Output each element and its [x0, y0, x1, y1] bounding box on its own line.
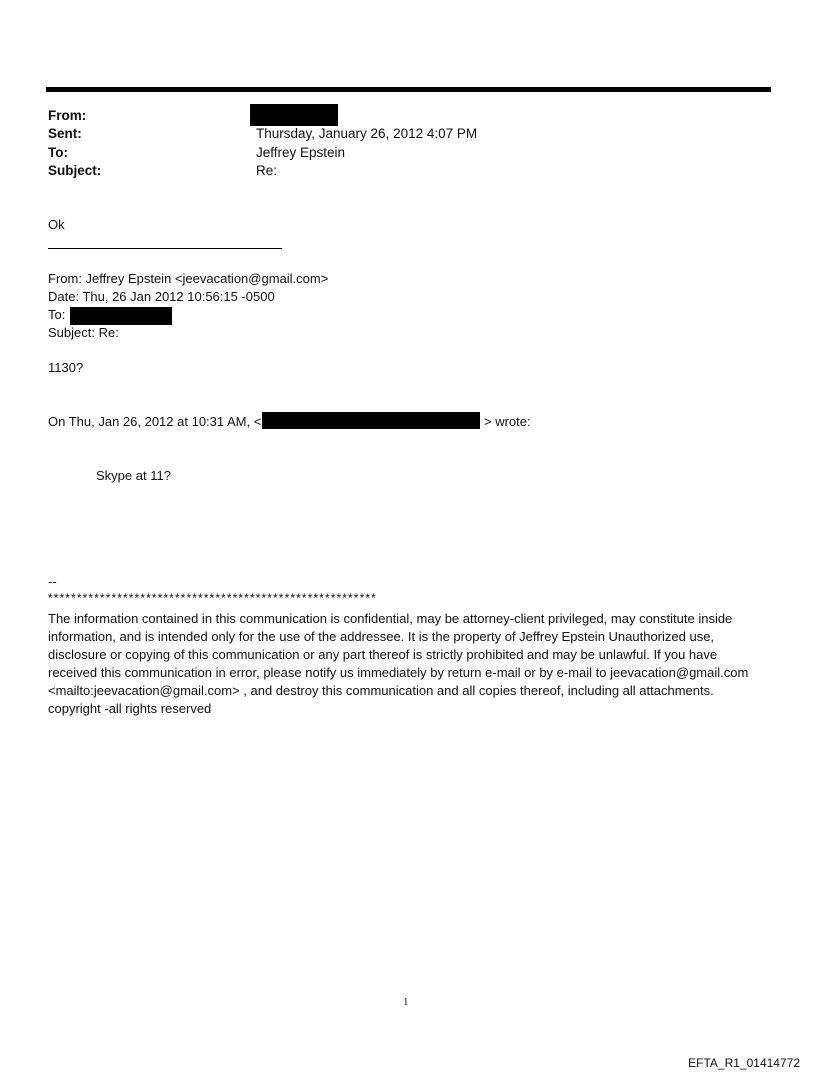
reply-body: Ok — [48, 217, 65, 232]
top-rule — [46, 87, 771, 92]
quoted-subject-line: Subject: Re: — [48, 325, 119, 340]
redaction-from — [250, 104, 338, 126]
redaction-to — [70, 307, 172, 325]
redaction-sender — [262, 412, 480, 429]
attribution-prefix: On Thu, Jan 26, 2012 at 10:31 AM, < — [48, 414, 262, 429]
document-id: EFTA_R1_01414772 — [688, 1056, 800, 1070]
subject-label: Subject: — [48, 163, 102, 178]
sent-label: Sent: — [48, 126, 82, 141]
attribution-suffix: > wrote: — [484, 414, 531, 429]
quote-divider — [48, 248, 282, 249]
to-value: Jeffrey Epstein — [256, 145, 346, 160]
from-label: From: — [48, 108, 87, 123]
quoted-from-line: From: Jeffrey Epstein <jeevacation@gmail.com> — [48, 271, 329, 286]
disclaimer-text: The information contained in this communication is confidential, may be attorney-client privileged, may constitute inside information, and is intended only for the use of the addressee. It is the property of Jeffrey Epstein Unauthorized use, disclosure or copying of this communication or any part thereof is strictly prohibited and may be unlawful. If you have received this communication in error, please notify us immediately by return e-mail or by e-mail to jeevacation@gmail.com <mailto:jeevacation@gmail.com> , and destroy this communication and all copies thereof, including all attachments. copyright -all rights reserved — [48, 611, 749, 716]
signature-stars: ********************************************************* — [48, 591, 377, 605]
nested-body: Skype at 11? — [96, 468, 171, 483]
subject-value: Re: — [256, 163, 278, 178]
quoted-body: 1130? — [48, 360, 84, 375]
to-label: To: — [48, 145, 68, 160]
quoted-date-line: Date: Thu, 26 Jan 2012 10:56:15 -0500 — [48, 289, 275, 304]
quoted-to-label: To: — [48, 307, 66, 322]
sent-value: Thursday, January 26, 2012 4:07 PM — [256, 126, 478, 141]
signature-dashes: -- — [48, 574, 57, 589]
page-number: 1 — [403, 996, 409, 1008]
